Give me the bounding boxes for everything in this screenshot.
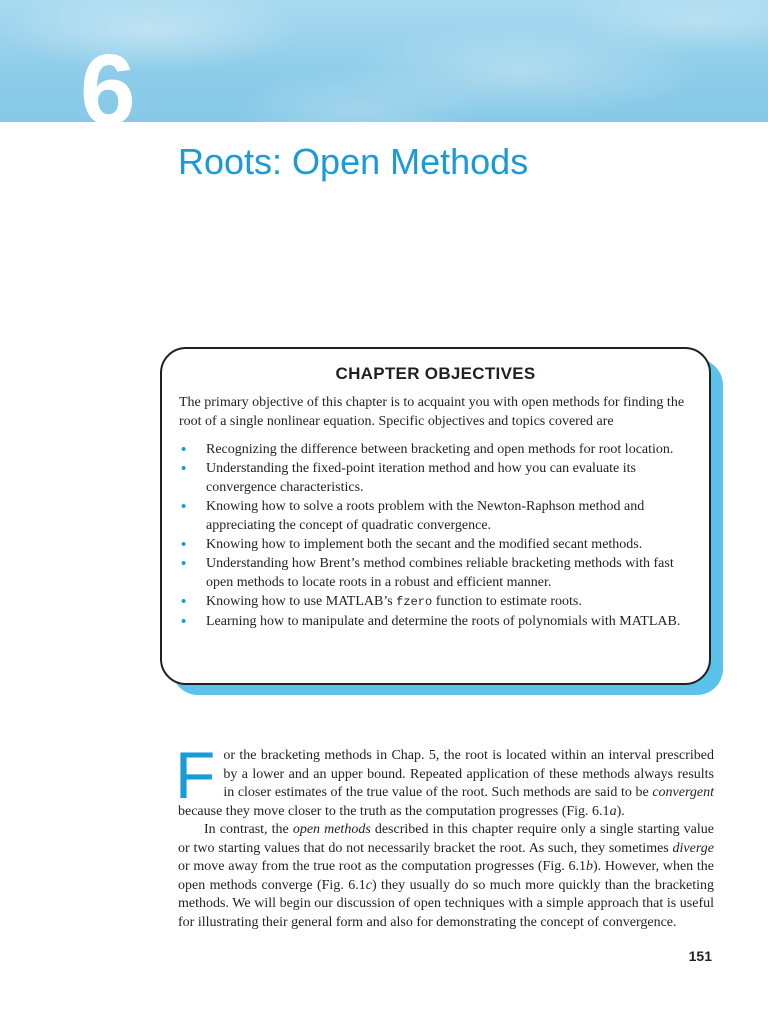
figure-ref-c: c bbox=[365, 877, 372, 893]
chapter-number: 6 bbox=[80, 34, 134, 146]
chapter-banner bbox=[0, 0, 768, 146]
figure-ref-b: b bbox=[585, 859, 593, 874]
paragraph-2-text: described in this chapter require only a single starting value or two starting values that do not necessarily bracket the root. As such, they sometimes bbox=[178, 822, 714, 856]
bullet-icon: • bbox=[181, 555, 187, 572]
objective-item bbox=[179, 459, 699, 497]
objective-text-before-code: Knowing how to use MATLAB’s bbox=[206, 594, 397, 609]
objective-item bbox=[179, 535, 699, 554]
bullet-icon: • bbox=[181, 593, 187, 610]
bullet-icon: • bbox=[181, 460, 187, 477]
paragraph-1-text: or the bracketing methods in Chap. 5, the root is located within an interval prescribed by a lower and an upper bound. Repeated application of these methods always results in closer estimates of the true value of the root. Such methods are said to be bbox=[223, 748, 714, 800]
emphasis-convergent: convergent bbox=[652, 785, 714, 800]
body-text bbox=[175, 738, 715, 932]
objective-text-after-code: function to estimate roots. bbox=[432, 594, 582, 609]
objectives-list bbox=[179, 440, 699, 631]
figure-ref-a: a bbox=[609, 803, 617, 819]
bullet-icon: • bbox=[181, 613, 187, 630]
objective-item bbox=[179, 440, 699, 459]
fzero-code: fzero bbox=[396, 595, 433, 609]
objectives-box bbox=[160, 347, 711, 685]
paragraph-1-text: because they move closer to the truth as the computation progresses (Fig. 6.1 bbox=[178, 803, 610, 819]
objective-text: Understanding how Brent’s method combines reliable bracketing methods with fast open methods to locate roots in a robust and efficient manner. bbox=[206, 556, 674, 590]
paragraph-1 bbox=[175, 738, 714, 821]
objective-text: Understanding the fixed-point iteration method and how you can evaluate its convergence characteristics. bbox=[206, 461, 636, 495]
objective-item bbox=[179, 554, 699, 592]
bullet-icon: • bbox=[181, 498, 187, 515]
paragraph-2-text: or move away from the true root as the computation progresses (Fig. 6.1 bbox=[178, 859, 586, 874]
objectives-heading: CHAPTER OBJECTIVES bbox=[335, 364, 536, 383]
paragraph-2-text: ) they usually do so much more quickly than the bracketing methods. We will begin our discussion of open techniques with a simple approach that is useful for illustrating their general form and also for demonstrating the concept of convergence. bbox=[178, 877, 715, 930]
paragraph-1-text: ). bbox=[616, 803, 625, 819]
objective-text: Knowing how to solve a roots problem with the Newton-Raphson method and appreciating the concept of quadratic convergence. bbox=[206, 499, 645, 533]
objective-text: Recognizing the difference between bracketing and open methods for root location. bbox=[206, 442, 674, 457]
page-number: 151 bbox=[688, 948, 712, 964]
objective-text: Knowing how to implement both the secant and the modified secant methods. bbox=[206, 537, 643, 552]
objective-text: Learning how to manipulate and determine the roots of polynomials with MATLAB. bbox=[206, 614, 681, 629]
chapter-title: Roots: Open Methods bbox=[178, 141, 529, 182]
emphasis-diverge: diverge bbox=[672, 840, 714, 856]
objective-item bbox=[179, 612, 699, 631]
emphasis-open-methods: open methods bbox=[292, 822, 371, 837]
bullet-icon: • bbox=[181, 441, 187, 458]
paragraph-2-text: In contrast, the bbox=[204, 822, 293, 837]
paragraph-2-text: ). However, when the open methods converge (Fig. 6.1 bbox=[178, 859, 714, 893]
paragraph-2 bbox=[178, 821, 714, 932]
objectives-intro: The primary objective of this chapter is to acquaint you with open methods for finding the root of a single nonlinear equation. Specific objectives and topics covered are bbox=[179, 395, 685, 429]
drop-cap: F bbox=[175, 738, 216, 812]
objective-item bbox=[179, 497, 699, 535]
objective-item bbox=[179, 592, 699, 612]
bullet-icon: • bbox=[181, 536, 187, 553]
